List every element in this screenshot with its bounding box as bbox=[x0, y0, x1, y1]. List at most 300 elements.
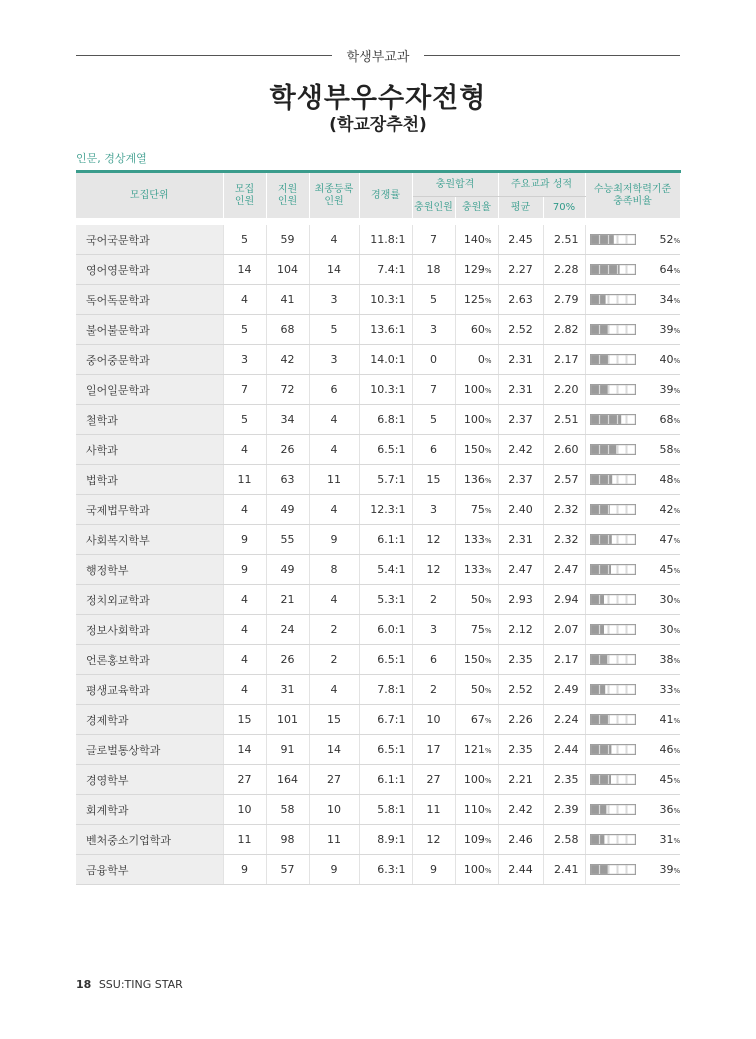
cell-applicants: 55 bbox=[266, 525, 309, 555]
cell-ratio: 7.4:1 bbox=[359, 255, 412, 285]
cell-p70: 2.20 bbox=[543, 375, 585, 405]
percent-sign: % bbox=[673, 656, 681, 665]
cell-quota: 4 bbox=[223, 285, 266, 315]
cell-p70: 2.24 bbox=[543, 705, 585, 735]
csat-bar-segment bbox=[591, 415, 599, 424]
cell-wait-count: 3 bbox=[412, 315, 455, 345]
percent-sign: % bbox=[484, 267, 492, 275]
cell-applicants: 57 bbox=[266, 855, 309, 885]
header-group-grades: 주요교과 성적 bbox=[498, 172, 585, 197]
cell-applicants: 68 bbox=[266, 315, 309, 345]
cell-csat bbox=[585, 525, 680, 555]
cell-name: 벤처중소기업학과 bbox=[76, 825, 223, 855]
percent-sign: % bbox=[673, 806, 681, 815]
csat-bar-segment bbox=[591, 655, 599, 664]
percent-sign: % bbox=[484, 597, 492, 605]
cell-csat bbox=[585, 735, 680, 765]
cell-avg: 2.44 bbox=[498, 855, 543, 885]
csat-bar bbox=[590, 714, 636, 725]
csat-bar-segment bbox=[600, 475, 608, 484]
table-row bbox=[76, 645, 680, 675]
cell-csat bbox=[585, 285, 680, 315]
table-row bbox=[76, 405, 680, 435]
cell-ratio: 6.0:1 bbox=[359, 615, 412, 645]
cell-quota: 11 bbox=[223, 825, 266, 855]
csat-bar-segment bbox=[591, 595, 599, 604]
percent-sign: % bbox=[673, 536, 681, 545]
cell-quota: 9 bbox=[223, 525, 266, 555]
cell-quota: 10 bbox=[223, 795, 266, 825]
percent-sign: % bbox=[484, 477, 492, 485]
cell-wait-rate bbox=[455, 825, 498, 855]
csat-bar-segment bbox=[609, 475, 612, 484]
csat-bar-segment bbox=[591, 235, 599, 244]
header-avg: 평균 bbox=[498, 197, 543, 222]
csat-bar-segment bbox=[609, 745, 611, 754]
cell-p70: 2.32 bbox=[543, 525, 585, 555]
csat-bar-segment bbox=[600, 445, 608, 454]
wait-rate-value: 50 bbox=[470, 683, 485, 696]
cell-registered: 11 bbox=[309, 465, 359, 495]
cell-registered: 9 bbox=[309, 525, 359, 555]
header-ratio: 경쟁률 bbox=[359, 172, 412, 222]
cell-applicants: 34 bbox=[266, 405, 309, 435]
cell-p70: 2.57 bbox=[543, 465, 585, 495]
cell-name: 경제학과 bbox=[76, 705, 223, 735]
cell-avg: 2.31 bbox=[498, 525, 543, 555]
csat-bar-segment bbox=[591, 745, 599, 754]
percent-sign: % bbox=[673, 416, 681, 425]
header-group-waitlist: 충원합격 bbox=[412, 172, 498, 197]
csat-bar-segment bbox=[591, 625, 599, 634]
cell-applicants: 164 bbox=[266, 765, 309, 795]
wait-rate-value: 150 bbox=[463, 653, 485, 666]
csat-bar-segment bbox=[600, 835, 604, 844]
percent-sign: % bbox=[673, 746, 681, 755]
cell-quota: 14 bbox=[223, 255, 266, 285]
cell-avg: 2.35 bbox=[498, 645, 543, 675]
cell-registered: 4 bbox=[309, 405, 359, 435]
cell-wait-count: 3 bbox=[412, 495, 455, 525]
wait-rate-value: 109 bbox=[463, 833, 485, 846]
percent-sign: % bbox=[673, 866, 681, 875]
cell-name: 국제법무학과 bbox=[76, 495, 223, 525]
cell-wait-rate bbox=[455, 765, 498, 795]
percent-sign: % bbox=[484, 717, 492, 725]
csat-bar-segment bbox=[591, 385, 599, 394]
header-rule-left bbox=[76, 55, 332, 56]
cell-avg: 2.37 bbox=[498, 405, 543, 435]
csat-bar-segment bbox=[600, 775, 608, 784]
csat-bar bbox=[590, 234, 636, 245]
table-row bbox=[76, 345, 680, 375]
cell-wait-rate bbox=[455, 645, 498, 675]
cell-wait-count: 6 bbox=[412, 435, 455, 465]
cell-ratio: 6.1:1 bbox=[359, 765, 412, 795]
csat-bar-segment bbox=[591, 325, 599, 334]
cell-applicants: 24 bbox=[266, 615, 309, 645]
cell-ratio: 7.8:1 bbox=[359, 675, 412, 705]
wait-rate-value: 100 bbox=[463, 863, 485, 876]
wait-rate-value: 110 bbox=[463, 803, 485, 816]
wait-rate-value: 100 bbox=[463, 383, 485, 396]
cell-avg: 2.46 bbox=[498, 825, 543, 855]
cell-name: 금융학부 bbox=[76, 855, 223, 885]
cell-wait-count: 7 bbox=[412, 375, 455, 405]
cell-csat bbox=[585, 615, 680, 645]
csat-bar-segment bbox=[591, 445, 599, 454]
table-row bbox=[76, 705, 680, 735]
cell-applicants: 42 bbox=[266, 345, 309, 375]
cell-csat bbox=[585, 855, 680, 885]
cell-registered: 3 bbox=[309, 285, 359, 315]
csat-bar bbox=[590, 684, 636, 695]
csat-value: 34 bbox=[659, 293, 674, 307]
wait-rate-value: 75 bbox=[470, 623, 485, 636]
csat-bar-segment bbox=[600, 625, 604, 634]
cell-quota: 27 bbox=[223, 765, 266, 795]
csat-bar bbox=[590, 654, 636, 665]
cell-wait-rate bbox=[455, 285, 498, 315]
header-wait-count: 충원인원 bbox=[412, 197, 455, 222]
wait-rate-value: 75 bbox=[470, 503, 485, 516]
percent-sign: % bbox=[673, 566, 681, 575]
cell-applicants: 101 bbox=[266, 705, 309, 735]
cell-ratio: 6.3:1 bbox=[359, 855, 412, 885]
percent-sign: % bbox=[673, 506, 681, 515]
csat-bar bbox=[590, 564, 636, 575]
cell-quota: 9 bbox=[223, 855, 266, 885]
cell-csat bbox=[585, 255, 680, 285]
wait-rate-value: 133 bbox=[463, 563, 485, 576]
percent-sign: % bbox=[673, 716, 681, 725]
cell-wait-rate bbox=[455, 735, 498, 765]
cell-ratio: 5.4:1 bbox=[359, 555, 412, 585]
wait-rate-value: 121 bbox=[463, 743, 485, 756]
cell-applicants: 41 bbox=[266, 285, 309, 315]
cell-quota: 7 bbox=[223, 375, 266, 405]
percent-sign: % bbox=[673, 686, 681, 695]
csat-bar-segment bbox=[600, 265, 608, 274]
cell-wait-rate bbox=[455, 585, 498, 615]
cell-avg: 2.45 bbox=[498, 222, 543, 255]
wait-rate-value: 129 bbox=[463, 263, 485, 276]
percent-sign: % bbox=[484, 807, 492, 815]
wait-rate-value: 136 bbox=[463, 473, 485, 486]
csat-bar-segment bbox=[609, 265, 617, 274]
table-row bbox=[76, 675, 680, 705]
footer bbox=[76, 978, 183, 991]
cell-p70: 2.28 bbox=[543, 255, 585, 285]
cell-registered: 8 bbox=[309, 555, 359, 585]
cell-wait-count: 3 bbox=[412, 615, 455, 645]
section-label: 학생부교과 bbox=[346, 50, 410, 65]
cell-ratio: 13.6:1 bbox=[359, 315, 412, 345]
cell-quota: 11 bbox=[223, 465, 266, 495]
header-70: 70% bbox=[543, 197, 585, 222]
csat-value: 36 bbox=[659, 803, 674, 817]
percent-sign: % bbox=[484, 387, 492, 395]
cell-ratio: 10.3:1 bbox=[359, 375, 412, 405]
cell-wait-count: 27 bbox=[412, 765, 455, 795]
cell-p70: 2.35 bbox=[543, 765, 585, 795]
wait-rate-value: 60 bbox=[470, 323, 485, 336]
cell-applicants: 58 bbox=[266, 795, 309, 825]
cell-name: 정치외교학과 bbox=[76, 585, 223, 615]
cell-avg: 2.52 bbox=[498, 675, 543, 705]
cell-wait-count: 9 bbox=[412, 855, 455, 885]
cell-registered: 3 bbox=[309, 345, 359, 375]
cell-registered: 4 bbox=[309, 585, 359, 615]
header-rule-right bbox=[424, 55, 680, 56]
cell-ratio: 6.7:1 bbox=[359, 705, 412, 735]
cell-csat bbox=[585, 345, 680, 375]
cell-ratio: 14.0:1 bbox=[359, 345, 412, 375]
cell-registered: 9 bbox=[309, 855, 359, 885]
percent-sign: % bbox=[673, 326, 681, 335]
cell-wait-count: 7 bbox=[412, 222, 455, 255]
cell-wait-count: 10 bbox=[412, 705, 455, 735]
cell-applicants: 49 bbox=[266, 555, 309, 585]
percent-sign: % bbox=[484, 297, 492, 305]
csat-bar bbox=[590, 804, 636, 815]
csat-bar-segment bbox=[600, 715, 608, 724]
wait-rate-value: 133 bbox=[463, 533, 485, 546]
csat-bar-segment bbox=[600, 535, 608, 544]
csat-bar-segment bbox=[591, 265, 599, 274]
cell-name: 행정학부 bbox=[76, 555, 223, 585]
percent-sign: % bbox=[673, 296, 681, 305]
cell-p70: 2.39 bbox=[543, 795, 585, 825]
cell-avg: 2.31 bbox=[498, 375, 543, 405]
cell-applicants: 72 bbox=[266, 375, 309, 405]
cell-registered: 5 bbox=[309, 315, 359, 345]
percent-sign: % bbox=[484, 357, 492, 365]
percent-sign: % bbox=[484, 657, 492, 665]
csat-bar-segment bbox=[600, 745, 608, 754]
cell-applicants: 26 bbox=[266, 645, 309, 675]
cell-wait-count: 15 bbox=[412, 465, 455, 495]
cell-p70: 2.32 bbox=[543, 495, 585, 525]
cell-registered: 15 bbox=[309, 705, 359, 735]
cell-applicants: 31 bbox=[266, 675, 309, 705]
cell-wait-count: 2 bbox=[412, 675, 455, 705]
cell-name: 불어불문학과 bbox=[76, 315, 223, 345]
csat-value: 47 bbox=[659, 533, 674, 547]
percent-sign: % bbox=[484, 747, 492, 755]
table-row bbox=[76, 855, 680, 885]
csat-value: 30 bbox=[659, 593, 674, 607]
csat-bar-segment bbox=[600, 325, 608, 334]
cell-name: 국어국문학과 bbox=[76, 222, 223, 255]
cell-registered: 11 bbox=[309, 825, 359, 855]
cell-ratio: 5.7:1 bbox=[359, 465, 412, 495]
cell-name: 경영학부 bbox=[76, 765, 223, 795]
cell-wait-count: 6 bbox=[412, 645, 455, 675]
table-row bbox=[76, 465, 680, 495]
cell-p70: 2.41 bbox=[543, 855, 585, 885]
cell-wait-rate bbox=[455, 315, 498, 345]
percent-sign: % bbox=[484, 537, 492, 545]
csat-bar-segment bbox=[600, 235, 608, 244]
page-number: 18 bbox=[76, 978, 92, 991]
cell-avg: 2.42 bbox=[498, 795, 543, 825]
table-row bbox=[76, 222, 680, 255]
csat-bar-segment bbox=[591, 715, 599, 724]
csat-bar bbox=[590, 414, 636, 425]
percent-sign: % bbox=[673, 476, 681, 485]
header-applicants: 지원 인원 bbox=[266, 172, 309, 222]
csat-bar bbox=[590, 624, 636, 635]
cell-csat bbox=[585, 315, 680, 345]
wait-rate-value: 0 bbox=[477, 353, 485, 366]
csat-bar-segment bbox=[591, 475, 599, 484]
cell-registered: 14 bbox=[309, 255, 359, 285]
wait-rate-value: 140 bbox=[463, 233, 485, 246]
csat-bar-segment bbox=[591, 295, 599, 304]
cell-applicants: 59 bbox=[266, 222, 309, 255]
cell-quota: 4 bbox=[223, 615, 266, 645]
csat-value: 33 bbox=[659, 683, 674, 697]
cell-avg: 2.42 bbox=[498, 435, 543, 465]
cell-registered: 27 bbox=[309, 765, 359, 795]
cell-avg: 2.40 bbox=[498, 495, 543, 525]
csat-bar bbox=[590, 534, 636, 545]
cell-quota: 9 bbox=[223, 555, 266, 585]
header-registered: 최종등록 인원 bbox=[309, 172, 359, 222]
csat-value: 39 bbox=[659, 383, 674, 397]
csat-bar-segment bbox=[591, 685, 599, 694]
cell-wait-rate bbox=[455, 555, 498, 585]
cell-quota: 4 bbox=[223, 675, 266, 705]
percent-sign: % bbox=[484, 327, 492, 335]
cell-wait-rate bbox=[455, 465, 498, 495]
cell-wait-rate bbox=[455, 525, 498, 555]
cell-wait-count: 0 bbox=[412, 345, 455, 375]
percent-sign: % bbox=[484, 627, 492, 635]
cell-name: 사학과 bbox=[76, 435, 223, 465]
cell-ratio: 6.1:1 bbox=[359, 525, 412, 555]
csat-value: 64 bbox=[659, 263, 674, 277]
csat-bar-segment bbox=[609, 235, 614, 244]
cell-registered: 4 bbox=[309, 222, 359, 255]
cell-csat bbox=[585, 375, 680, 405]
cell-wait-rate bbox=[455, 345, 498, 375]
cell-name: 회계학과 bbox=[76, 795, 223, 825]
cell-avg: 2.93 bbox=[498, 585, 543, 615]
header-quota: 모집 인원 bbox=[223, 172, 266, 222]
cell-avg: 2.37 bbox=[498, 465, 543, 495]
table-row bbox=[76, 735, 680, 765]
csat-value: 58 bbox=[659, 443, 674, 457]
cell-registered: 4 bbox=[309, 495, 359, 525]
cell-name: 법학과 bbox=[76, 465, 223, 495]
csat-bar-segment bbox=[609, 775, 611, 784]
csat-bar-segment bbox=[600, 655, 607, 664]
csat-bar bbox=[590, 864, 636, 875]
cell-wait-count: 2 bbox=[412, 585, 455, 615]
wait-rate-value: 150 bbox=[463, 443, 485, 456]
cell-ratio: 8.9:1 bbox=[359, 825, 412, 855]
cell-csat bbox=[585, 495, 680, 525]
cell-name: 중어중문학과 bbox=[76, 345, 223, 375]
percent-sign: % bbox=[673, 596, 681, 605]
cell-avg: 2.35 bbox=[498, 735, 543, 765]
csat-value: 41 bbox=[659, 713, 674, 727]
cell-ratio: 5.8:1 bbox=[359, 795, 412, 825]
cell-csat bbox=[585, 585, 680, 615]
csat-bar-segment bbox=[600, 295, 606, 304]
header-wait-rate: 충원율 bbox=[455, 197, 498, 222]
cell-applicants: 26 bbox=[266, 435, 309, 465]
cell-name: 철학과 bbox=[76, 405, 223, 435]
cell-ratio: 11.8:1 bbox=[359, 222, 412, 255]
percent-sign: % bbox=[673, 446, 681, 455]
percent-sign: % bbox=[673, 236, 681, 245]
percent-sign: % bbox=[484, 237, 492, 245]
csat-bar-segment bbox=[591, 355, 599, 364]
csat-value: 39 bbox=[659, 323, 674, 337]
csat-bar bbox=[590, 354, 636, 365]
cell-wait-rate bbox=[455, 375, 498, 405]
cell-registered: 4 bbox=[309, 675, 359, 705]
csat-bar-segment bbox=[600, 595, 604, 604]
csat-bar bbox=[590, 774, 636, 785]
cell-registered: 2 bbox=[309, 615, 359, 645]
cell-ratio: 6.5:1 bbox=[359, 435, 412, 465]
csat-bar bbox=[590, 324, 636, 335]
percent-sign: % bbox=[673, 626, 681, 635]
cell-wait-count: 11 bbox=[412, 795, 455, 825]
cell-ratio: 5.3:1 bbox=[359, 585, 412, 615]
csat-bar bbox=[590, 594, 636, 605]
percent-sign: % bbox=[484, 837, 492, 845]
percent-sign: % bbox=[673, 266, 681, 275]
cell-csat bbox=[585, 555, 680, 585]
percent-sign: % bbox=[484, 777, 492, 785]
csat-bar-segment bbox=[591, 805, 599, 814]
cell-name: 글로벌통상학과 bbox=[76, 735, 223, 765]
cell-avg: 2.27 bbox=[498, 255, 543, 285]
page-subtitle: (학교장추천) bbox=[329, 115, 427, 135]
cell-wait-rate bbox=[455, 855, 498, 885]
csat-bar-segment bbox=[591, 835, 599, 844]
percent-sign: % bbox=[673, 776, 681, 785]
cell-wait-rate bbox=[455, 615, 498, 645]
page-title: 학생부우수자전형 bbox=[269, 83, 487, 114]
cell-wait-rate bbox=[455, 675, 498, 705]
percent-sign: % bbox=[484, 447, 492, 455]
table-row bbox=[76, 825, 680, 855]
cell-p70: 2.44 bbox=[543, 735, 585, 765]
cell-p70: 2.49 bbox=[543, 675, 585, 705]
cell-registered: 14 bbox=[309, 735, 359, 765]
cell-name: 영어영문학과 bbox=[76, 255, 223, 285]
csat-value: 48 bbox=[659, 473, 674, 487]
table-body bbox=[76, 222, 680, 885]
csat-bar bbox=[590, 384, 636, 395]
cell-name: 정보사회학과 bbox=[76, 615, 223, 645]
cell-csat bbox=[585, 222, 680, 255]
wait-rate-value: 50 bbox=[470, 593, 485, 606]
cell-avg: 2.21 bbox=[498, 765, 543, 795]
csat-value: 45 bbox=[659, 563, 674, 577]
cell-wait-rate bbox=[455, 435, 498, 465]
cell-p70: 2.58 bbox=[543, 825, 585, 855]
publication-name: SSU:TING STAR bbox=[98, 978, 183, 991]
cell-quota: 5 bbox=[223, 222, 266, 255]
csat-bar-segment bbox=[609, 535, 612, 544]
